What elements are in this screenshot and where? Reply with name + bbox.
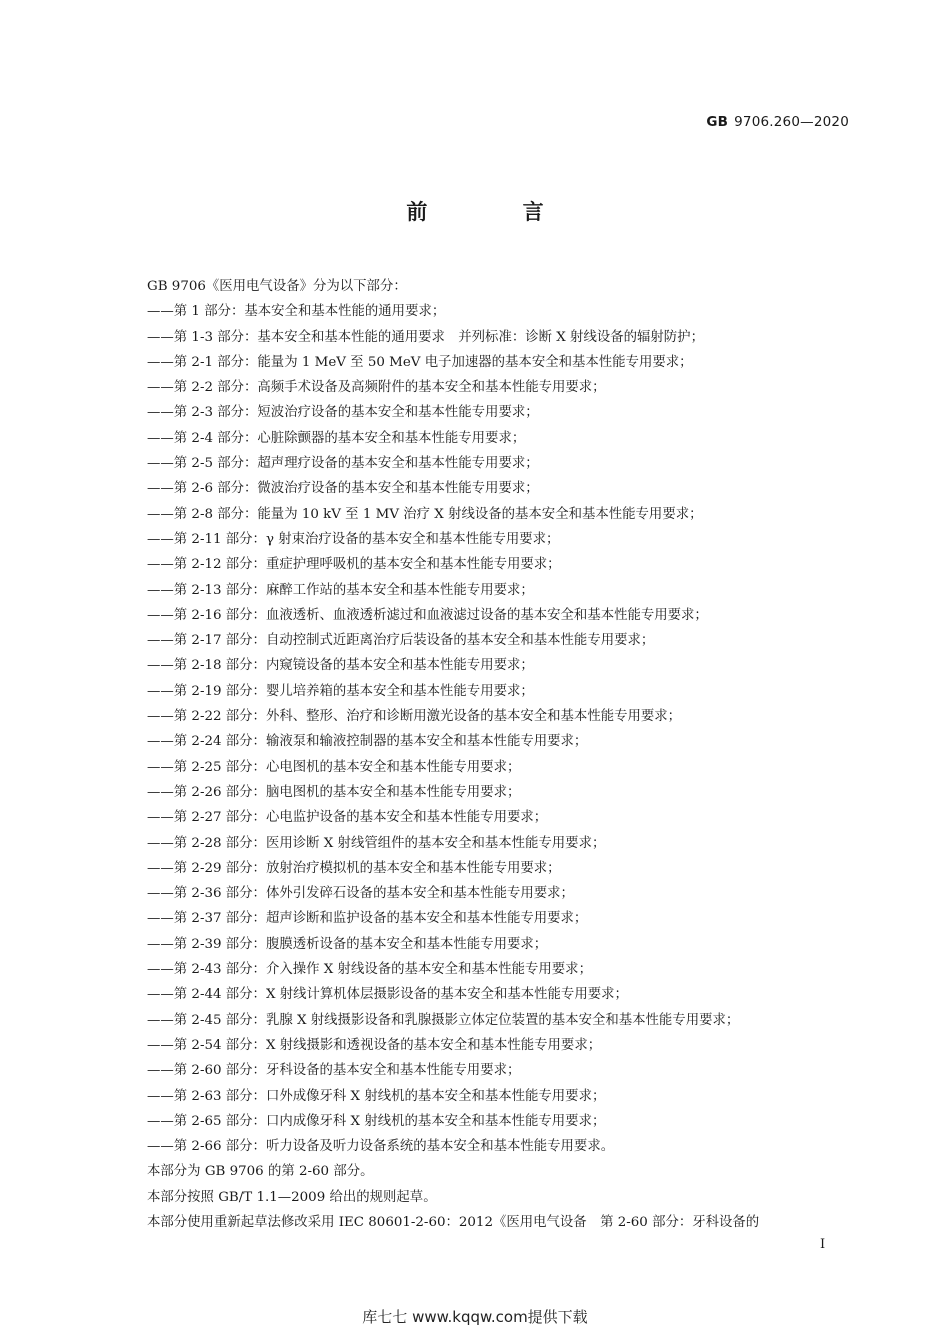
part-item: ——第 2-60 部分：牙科设备的基本安全和基本性能专用要求； [147,1063,521,1079]
download-footer: 库七七 www.kqqw.com提供下载 [362,1308,588,1326]
part-item: ——第 2-28 部分：医用诊断 X 射线管组件的基本安全和基本性能专用要求； [147,835,606,851]
page-title: 前 言 [406,200,588,224]
part-item: ——第 2-39 部分：腹膜透析设备的基本安全和基本性能专用要求； [147,936,548,952]
part-item: ——第 2-66 部分：听力设备及听力设备系统的基本安全和基本性能专用要求。 [147,1139,615,1155]
part-item: ——第 2-8 部分：能量为 10 kV 至 1 MV 治疗 X 射线设备的基本安全和基本性能专用要求； [147,506,703,522]
part-item: ——第 2-63 部分：口外成像牙科 X 射线机的基本安全和基本性能专用要求； [147,1088,606,1104]
part-item: ——第 2-45 部分：乳腺 X 射线摄影设备和乳腺摄影立体定位装置的基本安全和基本性能专用要求； [147,1012,740,1028]
part-item: ——第 2-36 部分：体外引发碎石设备的基本安全和基本性能专用要求； [147,886,574,902]
part-item: ——第 2-37 部分：超声诊断和监护设备的基本安全和基本性能专用要求； [147,911,588,927]
standard-prefix: GB [706,114,729,130]
part-item: ——第 2-16 部分：血液透析、血液透析滤过和血液滤过设备的基本安全和基本性能专用要求； [147,607,708,623]
part-item: ——第 2-54 部分：X 射线摄影和透视设备的基本安全和基本性能专用要求； [147,1037,602,1053]
part-item: ——第 2-2 部分：高频手术设备及高频附件的基本安全和基本性能专用要求； [147,380,606,396]
part-item: ——第 2-43 部分：介入操作 X 射线设备的基本安全和基本性能专用要求； [147,962,592,978]
part-item: ——第 2-12 部分：重症护理呼吸机的基本安全和基本性能专用要求； [147,557,561,573]
part-item: ——第 2-5 部分：超声理疗设备的基本安全和基本性能专用要求； [147,456,539,472]
part-item: ——第 2-4 部分：心脏除颤器的基本安全和基本性能专用要求； [147,430,526,446]
part-item: ——第 2-25 部分：心电图机的基本安全和基本性能专用要求； [147,759,521,775]
part-item: ——第 2-19 部分：婴儿培养箱的基本安全和基本性能专用要求； [147,683,534,699]
part-item: ——第 2-65 部分：口内成像牙科 X 射线机的基本安全和基本性能专用要求； [147,1113,606,1129]
closing-line: 本部分使用重新起草法修改采用 IEC 80601-2-60：2012《医用电气设备 第 2-60 部分：牙科设备的 [147,1214,760,1230]
closing-line: 本部分为 GB 9706 的第 2-60 部分。 [147,1164,374,1180]
part-item: ——第 2-22 部分：外科、整形、治疗和诊断用激光设备的基本安全和基本性能专用要求； [147,709,682,725]
part-item: ——第 2-18 部分：内窥镜设备的基本安全和基本性能专用要求； [147,658,534,674]
part-item: ——第 2-44 部分：X 射线计算机体层摄影设备的基本安全和基本性能专用要求； [147,987,628,1003]
document-body [147,274,847,1235]
part-item: ——第 2-1 部分：能量为 1 MeV 至 50 MeV 电子加速器的基本安全和基本性能专用要求； [147,354,693,370]
part-item: ——第 2-17 部分：自动控制式近距离治疗后装设备的基本安全和基本性能专用要求； [147,633,655,649]
part-item: ——第 2-13 部分：麻醉工作站的基本安全和基本性能专用要求； [147,582,534,598]
intro-line: GB 9706《医用电气设备》分为以下部分： [147,279,407,294]
part-item: ——第 2-11 部分：γ 射束治疗设备的基本安全和基本性能专用要求； [147,531,560,547]
part-item: ——第 2-26 部分：脑电图机的基本安全和基本性能专用要求； [147,784,521,800]
standard-number: 9706.260—2020 [734,114,849,130]
part-item: ——第 2-6 部分：微波治疗设备的基本安全和基本性能专用要求； [147,481,539,497]
part-item: ——第 2-27 部分：心电监护设备的基本安全和基本性能专用要求； [147,810,548,826]
part-item: ——第 2-29 部分：放射治疗模拟机的基本安全和基本性能专用要求； [147,860,561,876]
standard-code [706,114,849,130]
closing-line: 本部分按照 GB/T 1.1—2009 给出的规则起草。 [147,1189,437,1205]
part-item: ——第 1-3 部分：基本安全和基本性能的通用要求 并列标准：诊断 X 射线设备的辐射防护； [147,329,704,345]
part-item: ——第 2-3 部分：短波治疗设备的基本安全和基本性能专用要求； [147,405,539,421]
part-item: ——第 2-24 部分：输液泵和输液控制器的基本安全和基本性能专用要求； [147,734,588,750]
page-number: I [820,1237,826,1252]
part-item: ——第 1 部分：基本安全和基本性能的通用要求； [147,304,446,320]
